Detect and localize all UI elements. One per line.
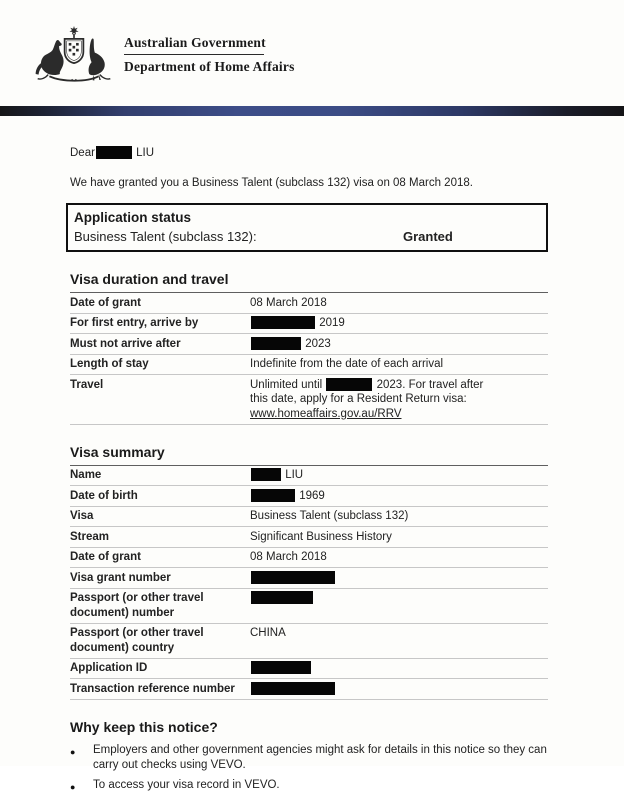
- application-status-box: [66, 203, 548, 252]
- agency-name: Australian Government: [124, 35, 266, 50]
- row-value: LIU: [250, 468, 548, 483]
- brand-divider: [124, 54, 264, 55]
- row-value: [250, 571, 548, 586]
- row-value: Indefinite from the date of each arrival: [250, 358, 444, 370]
- table-row: [70, 507, 548, 528]
- table-row: [70, 659, 548, 680]
- notice-bullet-item: [70, 743, 548, 773]
- department-name: Department of Home Affairs: [124, 59, 295, 74]
- table-row: [70, 293, 548, 314]
- row-label: Travel: [70, 378, 104, 391]
- bullet-icon: ●: [70, 781, 76, 792]
- redaction-box: [251, 316, 315, 329]
- table-row: [70, 355, 548, 376]
- row-label: Name: [70, 469, 102, 481]
- brand-text: [124, 24, 295, 75]
- header-gradient-bar: [0, 106, 624, 116]
- table-row: [70, 679, 548, 700]
- table-row: [70, 589, 548, 624]
- redaction-box: [96, 146, 132, 159]
- table-row: [70, 624, 548, 659]
- row-label: Visa: [70, 510, 94, 522]
- table-row: [70, 466, 548, 487]
- row-label: Date of grant: [70, 551, 141, 563]
- row-value: Unlimited until 2023. For travel after this date, apply for a Resident Return visa: www.homeaffairs.gov.au/RRV: [250, 378, 484, 420]
- application-status-item: Business Talent (subclass 132):: [74, 229, 257, 244]
- row-value: 2023: [250, 337, 548, 352]
- why-keep-section: [70, 719, 548, 795]
- table-row: [70, 375, 548, 425]
- row-label: Length of stay: [70, 358, 149, 370]
- visa-summary-table: [70, 465, 548, 700]
- row-label: Passport (or other travel document) country: [70, 627, 204, 654]
- greeting-line: Dear LIU: [70, 147, 155, 159]
- why-keep-bullet-list: [70, 743, 548, 795]
- row-label: Stream: [70, 530, 109, 543]
- redaction-box: [251, 571, 335, 584]
- row-value: 08 March 2018: [250, 296, 327, 309]
- row-value: 1969: [250, 489, 548, 504]
- row-label: Visa grant number: [70, 571, 171, 584]
- redaction-box: [251, 661, 311, 674]
- visa-duration-title: Visa duration and travel: [70, 271, 229, 287]
- row-value: CHINA: [250, 627, 286, 639]
- application-status-row: [74, 228, 540, 245]
- visa-duration-table: [70, 292, 548, 425]
- redaction-box: [251, 591, 313, 604]
- table-row: [70, 527, 548, 548]
- australian-coat-of-arms-icon: [33, 24, 115, 90]
- letter-body: [70, 146, 548, 795]
- notice-bullet-item: [70, 778, 548, 795]
- visa-summary-title: Visa summary: [70, 443, 165, 460]
- row-value: [250, 591, 548, 620]
- table-row: [70, 334, 548, 355]
- intro-paragraph: We have granted you a Business Talent (subclass 132) visa on 08 March 2018.: [70, 177, 473, 189]
- row-label: For first entry, arrive by: [70, 317, 199, 329]
- row-label: Must not arrive after: [70, 337, 181, 350]
- redaction-box: [251, 682, 335, 695]
- redaction-box: [251, 468, 281, 481]
- bullet-text: To access your visa record in VEVO.: [93, 778, 280, 791]
- table-row: [70, 314, 548, 335]
- application-status-title: Application status: [74, 210, 192, 225]
- row-value: 08 March 2018: [250, 551, 327, 563]
- row-value: [250, 682, 548, 697]
- row-label: Date of grant: [70, 296, 141, 309]
- visa-duration-section: [70, 271, 548, 425]
- row-label: Transaction reference number: [70, 682, 235, 695]
- row-label: Passport (or other travel document) number: [70, 592, 204, 619]
- bullet-icon: ●: [70, 746, 76, 757]
- table-row: [70, 486, 548, 507]
- table-row: [70, 548, 548, 569]
- government-brand: [0, 0, 624, 90]
- application-status-value: Granted: [403, 229, 453, 244]
- redaction-box: [326, 378, 372, 391]
- bullet-text: Employers and other government agencies might ask for details in this notice so they can carry out checks using VEVO.: [93, 743, 547, 771]
- row-value: [250, 661, 548, 676]
- row-value: Significant Business History: [250, 530, 392, 543]
- redaction-box: [251, 337, 301, 350]
- visa-summary-section: [70, 444, 548, 700]
- row-value: 2019: [250, 316, 548, 331]
- rrv-link[interactable]: www.homeaffairs.gov.au/RRV: [250, 407, 402, 420]
- row-label: Date of birth: [70, 489, 138, 502]
- row-label: Application ID: [70, 662, 148, 674]
- row-value: Business Talent (subclass 132): [250, 510, 409, 522]
- header: [0, 0, 624, 116]
- table-row: [70, 568, 548, 589]
- redaction-box: [251, 489, 295, 502]
- why-keep-title: Why keep this notice?: [70, 718, 218, 735]
